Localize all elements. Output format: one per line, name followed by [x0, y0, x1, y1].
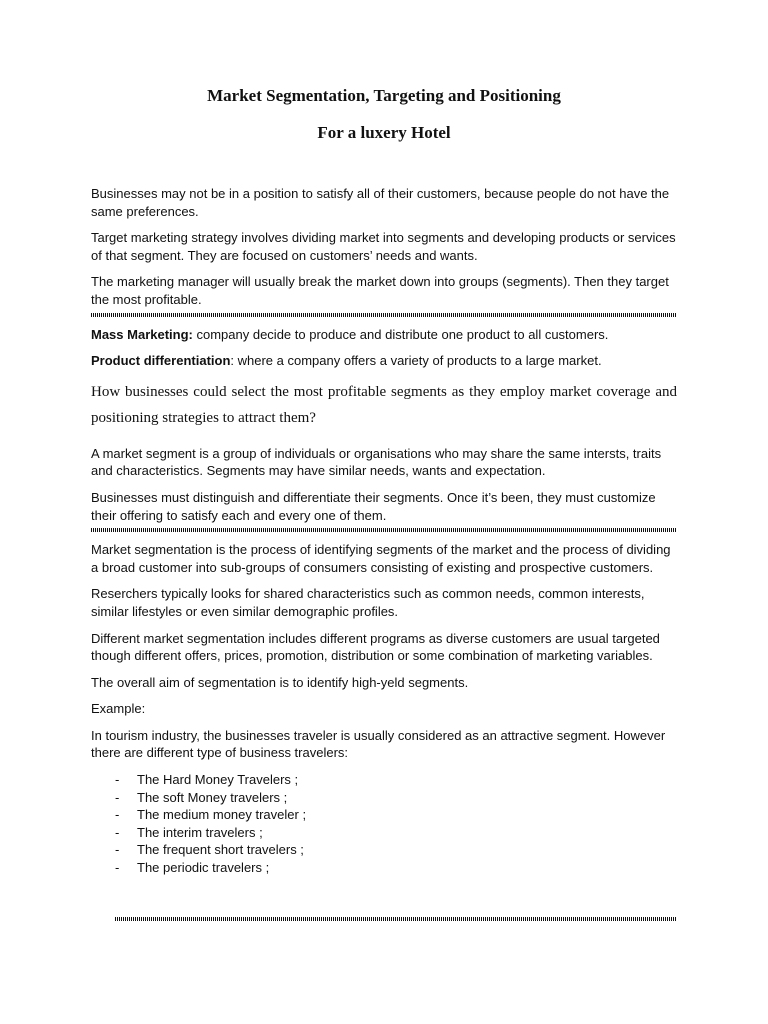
paragraph-marketing-manager: The marketing manager will usually break the market down into groups (segments). Then they target the most profitable. [91, 274, 669, 307]
list-marker: - [115, 789, 120, 805]
paragraph-intro: Businesses may not be in a position to satisfy all of their customers, because people do not have the same preferences. [91, 186, 670, 219]
section-divider [91, 528, 677, 532]
list-item [91, 806, 677, 824]
question-heading: How businesses could select the most profitable segments as they employ market coverage and positioning strategies to attract them? [91, 383, 677, 426]
list-item [91, 789, 677, 807]
list-item [91, 771, 677, 789]
paragraph-researchers: Reserchers typically looks for shared characteristics such as common needs, common interests, similar lifestyles or even similar demographic profiles. [91, 586, 645, 619]
list-item [91, 859, 677, 877]
traveler-list [91, 771, 677, 877]
document-subtitle: For a luxery Hotel [317, 123, 451, 142]
list-item-text: The medium money traveler ; [137, 807, 307, 823]
list-item-text: The Hard Money Travelers ; [137, 772, 299, 788]
paragraph-example-label: Example: [91, 701, 146, 717]
bottom-divider [115, 917, 677, 921]
list-marker: - [115, 842, 120, 858]
paragraph-segmentation-definition: Market segmentation is the process of identifying segments of the market and the process of dividing a broad customer into sub-groups of consumers consisting of existing and prospective customers. [91, 542, 671, 575]
list-item-text: The soft Money travelers ; [137, 789, 288, 805]
list-item [91, 841, 677, 859]
paragraph-mass-marketing [91, 326, 677, 344]
paragraph-product-differentiation [91, 352, 677, 370]
paragraph-different-programs: Different market segmentation includes different programs as diverse customers are usual targeted though different offers, prices, promotion, distribution or some combination of marketing variables. [91, 630, 660, 664]
paragraph-target-marketing: Target marketing strategy involves dividing market into segments and developing products or services of that segment. They are focused on customers’ needs and wants. [91, 230, 676, 263]
paragraph-distinguish: Businesses must distinguish and differentiate their segments. Once it’s been, they must customize their offering to satisfy each and every one of them. [91, 489, 656, 523]
list-marker: - [115, 824, 120, 840]
list-item-text: The periodic travelers ; [137, 860, 270, 876]
list-marker: - [115, 860, 120, 876]
paragraph-tourism: In tourism industry, the businesses traveler is usually considered as an attractive segment. However there are different type of business travelers: [91, 727, 666, 761]
product-differentiation-text: : where a company offers a variety of products to a large market. [230, 353, 602, 369]
paragraph-market-segment: A market segment is a group of individuals or organisations who may share the same intersts, traits and characteristics. Segments may have similar needs, wants and expectation. [91, 445, 662, 479]
mass-marketing-text: company decide to produce and distribute one product to all customers. [192, 326, 609, 342]
document-body [91, 185, 677, 877]
list-item-text: The interim travelers ; [137, 824, 263, 840]
mass-marketing-label: Mass Marketing: [91, 326, 193, 342]
list-item [91, 824, 677, 842]
list-item-text: The frequent short travelers ; [137, 842, 304, 858]
list-marker: - [115, 807, 120, 823]
paragraph-overall-aim: The overall aim of segmentation is to identify high-yeld segments. [91, 674, 469, 690]
product-differentiation-label: Product differentiation [91, 353, 231, 369]
list-marker: - [115, 772, 120, 788]
document-title: Market Segmentation, Targeting and Positioning [207, 86, 561, 105]
section-divider [91, 313, 677, 317]
